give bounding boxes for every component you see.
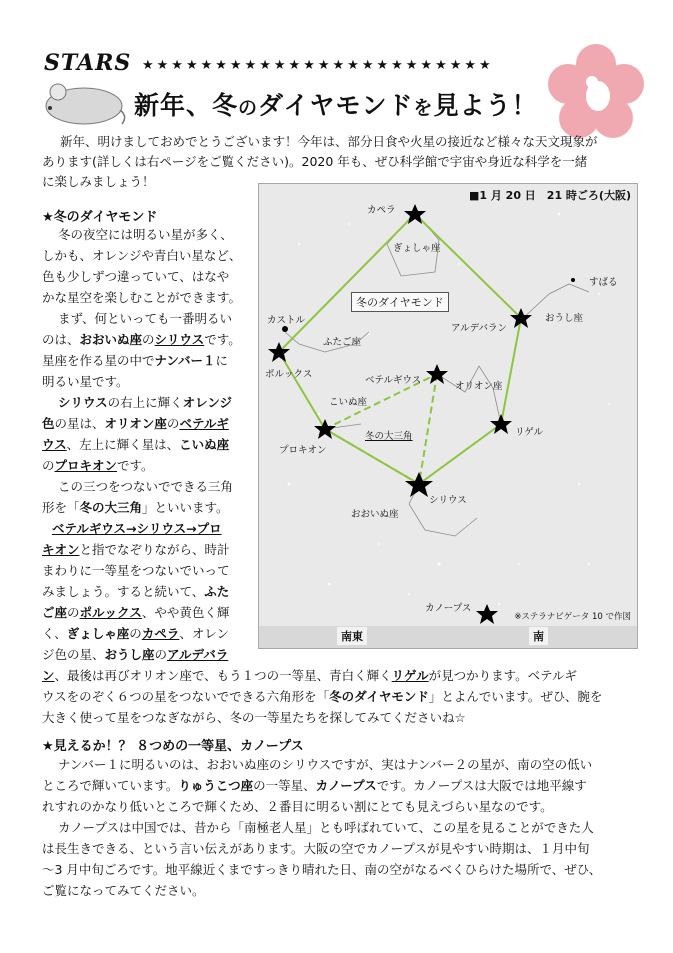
label-canis-major: おおいぬ座 bbox=[351, 509, 399, 520]
body-line: ウス、左上に輝く星は、こいぬ座 bbox=[42, 437, 230, 452]
body-line: れすれのかなり低いところで輝くため、２番目に明るい割にとても見えづらい星なのです。 bbox=[42, 799, 553, 814]
star-map bbox=[258, 183, 638, 649]
body-line: 大きく使って星をつなぎながら、冬の一等星たちを探してみてくださいね☆ bbox=[42, 710, 466, 725]
direction-southeast: 南東 bbox=[337, 627, 367, 645]
label-aldebaran: アルデバラン bbox=[451, 323, 508, 334]
body-line: は長生きできる、という言い伝えがあります。大阪の空でカノープスが見やすい時期は、１月中旬 bbox=[42, 841, 590, 856]
label-orion: オリオン座 bbox=[455, 381, 503, 392]
body-line: 色の星は、オリオン座のベテルギ bbox=[42, 416, 229, 431]
body-line: 形を「冬の大三角」といいます。 bbox=[42, 500, 229, 515]
label-taurus: おうし座 bbox=[545, 313, 584, 324]
subaru-mark bbox=[571, 278, 575, 282]
bright-stars bbox=[268, 204, 575, 624]
body-line: ご覧になってみてください。 bbox=[42, 883, 205, 898]
label-rigel: リゲル bbox=[515, 427, 544, 438]
body-line: ご座のポルックス、やや黄色く輝 bbox=[42, 605, 230, 620]
label-subaru: すばる bbox=[589, 277, 618, 288]
body-line: ベテルギウス→シリウス→プロ bbox=[52, 521, 222, 536]
body-line: この三つをつないでできる三角 bbox=[58, 479, 234, 494]
label-castor: カストル bbox=[267, 315, 306, 326]
body-line: かな星空を楽しむことができます。 bbox=[42, 290, 242, 305]
label-canis-minor: こいぬ座 bbox=[329, 397, 368, 408]
body-line: のプロキオンです。 bbox=[42, 458, 154, 473]
horizon-bar bbox=[259, 626, 637, 648]
diamond-label: 冬のダイヤモンド bbox=[351, 292, 449, 312]
body-line: キオンと指でなぞりながら、時計 bbox=[42, 542, 230, 557]
label-auriga: ぎょしゃ座 bbox=[393, 243, 441, 254]
label-canopus: カノープス bbox=[425, 603, 472, 614]
body-line: 色も少しずつ違っていて、はなや bbox=[42, 269, 230, 284]
body-line: 星座を作る星の中でナンバー１に bbox=[42, 353, 229, 368]
body-line: シリウスの右上に輝くオレンジ bbox=[58, 395, 233, 410]
star-procyon-mark bbox=[314, 419, 336, 439]
background-stars bbox=[288, 213, 610, 605]
body-line: ジ色の星、おうし座のアルデバラ bbox=[42, 647, 229, 662]
label-betelgeuse: ベテルギウス bbox=[365, 375, 422, 386]
triangle-label: 冬の大三角 bbox=[365, 431, 413, 442]
star-rigel-mark bbox=[490, 414, 512, 434]
body-line: カノープスは中国では、昔から「南極老人星」とも呼ばれていて、この星を見ることができた人 bbox=[58, 820, 594, 835]
body-line: のは、おおいぬ座のシリウスです。 bbox=[42, 332, 241, 347]
mouse-icon bbox=[36, 72, 128, 130]
header bbox=[0, 0, 673, 130]
label-sirius: シリウス bbox=[429, 495, 467, 506]
body-line: ウスをのぞく６つの星をつないでできる六角形を「冬のダイヤモンド」とよんでいます。ぜひ、腕を bbox=[42, 689, 603, 704]
section-title-diamond: ★冬のダイヤモンド bbox=[42, 210, 158, 225]
intro-line: あります(詳しくは右ページをご覧ください)。2020 年も、ぜひ科学館で宇宙や身近な科学を一緒 bbox=[42, 154, 588, 169]
intro-line: に楽しみましょう！ bbox=[42, 174, 155, 189]
label-gemini: ふたご座 bbox=[323, 337, 362, 348]
body-line: ン、最後は再びオリオン座で、もう１つの一等星、青白く輝くリゲルが見つかります。ベテルギ bbox=[42, 668, 578, 683]
body-line: 冬の夜空には明るい星が多く、 bbox=[58, 227, 233, 242]
body-line: ところで輝いています。りゅうこつ座の一等星、カノープスです。カノープスは大阪では地平線す bbox=[42, 778, 587, 793]
map-time-label: ■1 月 20 日 21 時ごろ(大阪) bbox=[468, 189, 631, 202]
star-map-drawing bbox=[259, 184, 637, 648]
label-capella: カペラ bbox=[367, 205, 396, 216]
body-line: まわりに一等星をつないでいって bbox=[42, 563, 230, 578]
label-procyon: プロキオン bbox=[279, 445, 327, 456]
map-credit: ※ステラナビゲータ 10 で作図 bbox=[514, 612, 631, 622]
section-title-canopus: ★見えるか！？ ８つめの一等星、カノープス bbox=[42, 739, 304, 754]
star-castor-mark bbox=[282, 326, 288, 332]
direction-south: 南 bbox=[529, 627, 548, 645]
plum-blossom-icon bbox=[548, 44, 644, 140]
body-line: く、ぎょしゃ座のカペラ、オレン bbox=[42, 626, 230, 641]
body-line: しかも、オレンジや青白い星など、 bbox=[42, 248, 242, 263]
body-line: みましょう。すると続いて、ふた bbox=[42, 584, 230, 599]
stars-title: STARS bbox=[44, 50, 132, 76]
body-line: ～3 月中旬ごろです。地平線近くまですっきり晴れた日、南の空がなるべくひらけた場所で、ぜひ、 bbox=[42, 862, 602, 877]
star-canopus-mark bbox=[476, 604, 498, 624]
star-decoration-row: ★★★★★★★★★★★★★★★★★★★★★★★★ bbox=[142, 58, 494, 73]
body-line: まず、何といっても一番明るい bbox=[58, 311, 233, 326]
body-line: ナンバー１に明るいのは、おおいぬ座のシリウスですが、実はナンバー２の星が、南の空の低い bbox=[58, 757, 593, 772]
headline: 新年、冬のダイヤモンドを見よう！ bbox=[134, 91, 538, 120]
body-line: 明るい星です。 bbox=[42, 374, 129, 389]
intro-line: 新年、明けましておめでとうございます！今年は、部分日食や火星の接近など様々な天文現象が bbox=[60, 134, 598, 149]
star-betelgeuse-mark bbox=[426, 364, 448, 384]
label-pollux: ポルックス bbox=[265, 369, 313, 380]
